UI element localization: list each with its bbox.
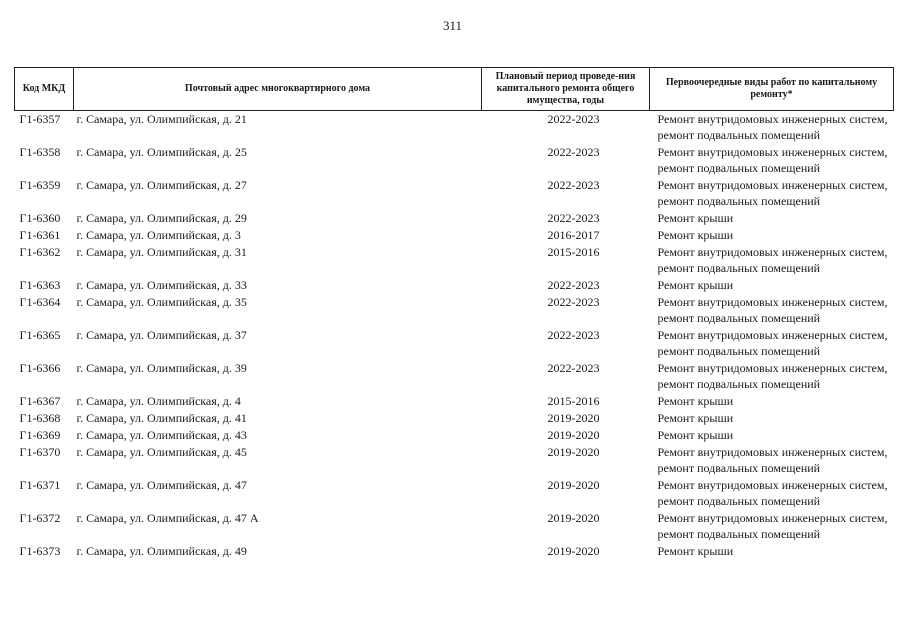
table-body xyxy=(15,111,894,561)
row-address: г. Самара, ул. Олимпийская, д. 4 xyxy=(76,394,241,408)
row-period: 2022-2023 xyxy=(547,178,600,192)
works-line: Ремонт внутридомовых инженерных систем, xyxy=(657,328,888,342)
works-line: Ремонт внутридомовых инженерных систем, xyxy=(657,361,888,375)
row-period: 2019-2020 xyxy=(547,445,600,459)
table-row xyxy=(15,543,894,560)
row-code: Г1-6357 xyxy=(19,112,61,126)
row-works xyxy=(650,360,894,393)
header-period: Плановый период проведе-ния капитального ремонта общего имущества, годы xyxy=(482,68,650,111)
row-code: Г1-6360 xyxy=(19,211,61,225)
table-row xyxy=(15,444,894,477)
row-period: 2022-2023 xyxy=(547,295,600,309)
row-code: Г1-6371 xyxy=(19,478,61,492)
row-works xyxy=(650,543,894,560)
header-row xyxy=(15,68,894,111)
row-period: 2022-2023 xyxy=(547,112,600,126)
row-code: Г1-6363 xyxy=(19,278,61,292)
works-line: ремонт подвальных помещений xyxy=(657,344,821,358)
row-address: г. Самара, ул. Олимпийская, д. 21 xyxy=(76,112,247,126)
row-period: 2019-2020 xyxy=(547,544,600,558)
row-period: 2019-2020 xyxy=(547,478,600,492)
row-address: г. Самара, ул. Олимпийская, д. 25 xyxy=(76,145,247,159)
table-row xyxy=(15,427,894,444)
works-line: Ремонт крыши xyxy=(657,428,734,442)
row-address: г. Самара, ул. Олимпийская, д. 29 xyxy=(76,211,247,225)
works-line: Ремонт крыши xyxy=(657,211,734,225)
row-works xyxy=(650,227,894,244)
row-works xyxy=(650,177,894,210)
table-row xyxy=(15,210,894,227)
header-works: Первоочередные виды работ по капитальному ремонту* xyxy=(650,68,894,111)
row-period: 2015-2016 xyxy=(547,394,600,408)
table-row xyxy=(15,410,894,427)
row-address: г. Самара, ул. Олимпийская, д. 37 xyxy=(76,328,247,342)
works-line: Ремонт крыши xyxy=(657,544,734,558)
row-works xyxy=(650,410,894,427)
table-row xyxy=(15,244,894,277)
table-row xyxy=(15,144,894,177)
works-line: ремонт подвальных помещений xyxy=(657,527,821,541)
works-line: Ремонт внутридомовых инженерных систем, xyxy=(657,145,888,159)
works-line: ремонт подвальных помещений xyxy=(657,311,821,325)
page-number: 311 xyxy=(442,18,463,33)
capital-repair-table xyxy=(14,67,893,560)
row-code: Г1-6361 xyxy=(19,228,61,242)
row-period: 2015-2016 xyxy=(547,245,600,259)
table-row xyxy=(15,360,894,393)
row-works xyxy=(650,210,894,227)
row-code: Г1-6366 xyxy=(19,361,61,375)
row-address: г. Самара, ул. Олимпийская, д. 49 xyxy=(76,544,247,558)
row-works xyxy=(650,510,894,543)
works-line: ремонт подвальных помещений xyxy=(657,261,821,275)
row-works xyxy=(650,427,894,444)
table-header xyxy=(15,68,894,111)
row-period: 2019-2020 xyxy=(547,428,600,442)
works-line: Ремонт крыши xyxy=(657,394,734,408)
works-line: Ремонт внутридомовых инженерных систем, xyxy=(657,511,888,525)
works-line: ремонт подвальных помещений xyxy=(657,194,821,208)
row-address: г. Самара, ул. Олимпийская, д. 39 xyxy=(76,361,247,375)
row-address: г. Самара, ул. Олимпийская, д. 33 xyxy=(76,278,247,292)
table-row xyxy=(15,294,894,327)
row-address: г. Самара, ул. Олимпийская, д. 43 xyxy=(76,428,247,442)
works-line: ремонт подвальных помещений xyxy=(657,377,821,391)
row-code: Г1-6369 xyxy=(19,428,61,442)
works-line: Ремонт крыши xyxy=(657,228,734,242)
row-works xyxy=(650,477,894,510)
header-code: Код МКД xyxy=(15,68,74,111)
table-row xyxy=(15,177,894,210)
table-row xyxy=(15,510,894,543)
works-line: Ремонт внутридомовых инженерных систем, xyxy=(657,112,888,126)
row-address: г. Самара, ул. Олимпийская, д. 45 xyxy=(76,445,247,459)
repair-schedule-table xyxy=(14,67,894,560)
row-address: г. Самара, ул. Олимпийская, д. 47 А xyxy=(76,511,259,525)
works-line: Ремонт крыши xyxy=(657,278,734,292)
row-period: 2022-2023 xyxy=(547,145,600,159)
row-works xyxy=(650,111,894,145)
row-period: 2022-2023 xyxy=(547,211,600,225)
row-code: Г1-6359 xyxy=(19,178,61,192)
header-address: Почтовый адрес многоквартирного дома xyxy=(74,68,482,111)
table-row xyxy=(15,327,894,360)
table-row xyxy=(15,227,894,244)
row-address: г. Самара, ул. Олимпийская, д. 47 xyxy=(76,478,247,492)
works-line: Ремонт крыши xyxy=(657,411,734,425)
row-code: Г1-6358 xyxy=(19,145,61,159)
row-code: Г1-6372 xyxy=(19,511,61,525)
row-works xyxy=(650,277,894,294)
row-address: г. Самара, ул. Олимпийская, д. 35 xyxy=(76,295,247,309)
row-code: Г1-6364 xyxy=(19,295,61,309)
table-row xyxy=(15,277,894,294)
row-works xyxy=(650,444,894,477)
row-works xyxy=(650,294,894,327)
row-code: Г1-6362 xyxy=(19,245,61,259)
row-code: Г1-6367 xyxy=(19,394,61,408)
row-period: 2016-2017 xyxy=(547,228,600,242)
works-line: ремонт подвальных помещений xyxy=(657,128,821,142)
row-period: 2022-2023 xyxy=(547,328,600,342)
row-works xyxy=(650,144,894,177)
row-address: г. Самара, ул. Олимпийская, д. 3 xyxy=(76,228,241,242)
row-period: 2022-2023 xyxy=(547,278,600,292)
row-works xyxy=(650,244,894,277)
works-line: ремонт подвальных помещений xyxy=(657,461,821,475)
table-row xyxy=(15,477,894,510)
table-row xyxy=(15,393,894,410)
works-line: Ремонт внутридомовых инженерных систем, xyxy=(657,295,888,309)
row-code: Г1-6368 xyxy=(19,411,61,425)
row-works xyxy=(650,393,894,410)
row-code: Г1-6373 xyxy=(19,544,61,558)
row-period: 2019-2020 xyxy=(547,411,600,425)
row-address: г. Самара, ул. Олимпийская, д. 41 xyxy=(76,411,247,425)
table-row xyxy=(15,111,894,145)
row-address: г. Самара, ул. Олимпийская, д. 27 xyxy=(76,178,247,192)
works-line: ремонт подвальных помещений xyxy=(657,161,821,175)
row-code: Г1-6365 xyxy=(19,328,61,342)
row-period: 2022-2023 xyxy=(547,361,600,375)
row-code: Г1-6370 xyxy=(19,445,61,459)
row-works xyxy=(650,327,894,360)
works-line: ремонт подвальных помещений xyxy=(657,494,821,508)
works-line: Ремонт внутридомовых инженерных систем, xyxy=(657,178,888,192)
row-period: 2019-2020 xyxy=(547,511,600,525)
row-address: г. Самара, ул. Олимпийская, д. 31 xyxy=(76,245,247,259)
works-line: Ремонт внутридомовых инженерных систем, xyxy=(657,445,888,459)
works-line: Ремонт внутридомовых инженерных систем, xyxy=(657,245,888,259)
works-line: Ремонт внутридомовых инженерных систем, xyxy=(657,478,888,492)
